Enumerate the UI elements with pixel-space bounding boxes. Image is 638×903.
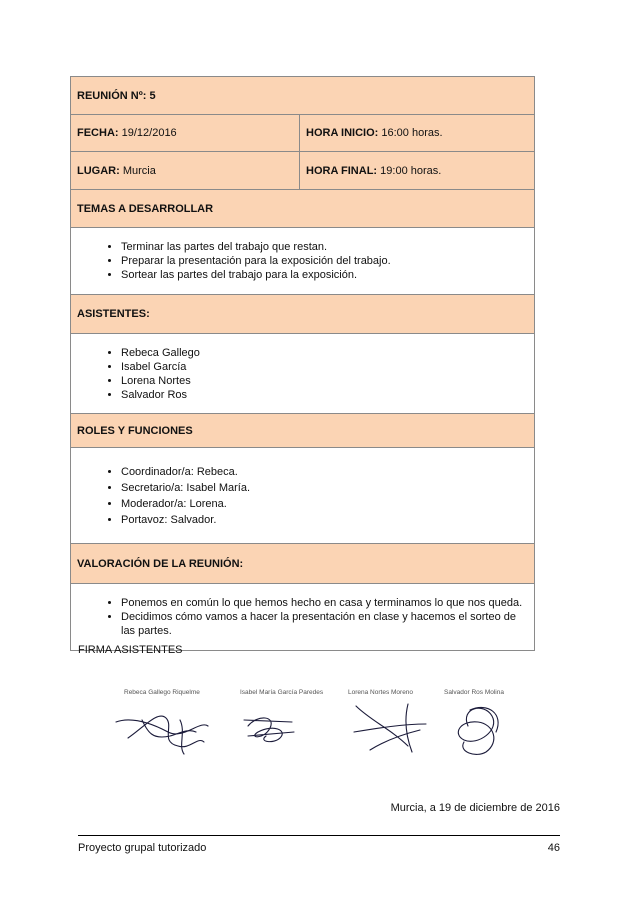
list-item: • Moderador/a: Lorena. — [121, 497, 528, 511]
list-item: • Ponemos en común lo que hemos hecho en casa y terminamos lo que nos queda. — [121, 596, 528, 610]
handwritten-signatures-icon — [108, 680, 538, 780]
roles-list — [77, 465, 528, 527]
date-value: 19/12/2016 — [121, 127, 177, 139]
attendees-list — [77, 346, 528, 402]
topics-list — [77, 240, 528, 282]
signatures-heading: FIRMA ASISTENTES — [78, 644, 183, 656]
list-item: • Lorena Nortes — [121, 374, 528, 388]
roles-heading: ROLES Y FUNCIONES — [77, 424, 193, 437]
footer-title: Proyecto grupal tutorizado — [78, 842, 207, 854]
meeting-number: REUNIÓN Nº: 5 — [77, 89, 156, 102]
roles-heading-cell — [71, 414, 535, 448]
topics-cell — [71, 228, 535, 295]
attendees-heading-cell — [71, 295, 535, 334]
assessment-heading: VALORACIÓN DE LA REUNIÓN: — [77, 557, 244, 570]
list-item: • Decidimos cómo vamos a hacer la presentación en clase y hacemos el sorteo de las partes. — [121, 610, 528, 638]
start-time-label: HORA INICIO: — [306, 127, 379, 139]
end-time-cell — [300, 152, 535, 190]
end-time-label: HORA FINAL: — [306, 164, 378, 177]
place-label: LUGAR: — [77, 164, 120, 177]
assessment-cell — [71, 584, 535, 651]
signature-name: Isabel María García Paredes — [240, 689, 324, 696]
end-time-value: 19:00 horas. — [380, 164, 442, 177]
place-date: Murcia, a 19 de diciembre de 2016 — [390, 802, 560, 814]
assessment-list — [77, 596, 528, 638]
list-item: • Salvador Ros — [121, 388, 528, 402]
date-cell — [71, 115, 300, 152]
list-item: • Secretario/a: Isabel María. — [121, 481, 528, 495]
date-label: FECHA: — [77, 127, 119, 139]
topics-heading: TEMAS A DESARROLLAR — [77, 202, 214, 215]
list-item: • Preparar la presentación para la exposición del trabajo. — [121, 254, 528, 268]
place-value: Murcia — [122, 164, 156, 177]
attendees-cell — [71, 334, 535, 414]
start-time-cell — [300, 115, 535, 152]
list-item: • Isabel García — [121, 360, 528, 374]
signature-name: Lorena Nortes Moreno — [348, 689, 414, 696]
signature-name: Rebeca Gallego Riquelme — [124, 689, 200, 696]
list-item: • Portavoz: Salvador. — [121, 513, 528, 527]
roles-cell — [71, 448, 535, 544]
topics-heading-cell — [71, 190, 535, 228]
list-item: • Terminar las partes del trabajo que restan. — [121, 240, 528, 254]
signature-name: Salvador Ros Molina — [444, 689, 504, 696]
signatures-area — [108, 680, 538, 780]
page-number: 46 — [547, 842, 560, 854]
meeting-minutes-table — [70, 76, 535, 651]
meeting-number-cell — [71, 77, 535, 115]
assessment-heading-cell — [71, 544, 535, 584]
list-item: • Sortear las partes del trabajo para la exposición. — [121, 268, 528, 282]
footer-divider — [78, 835, 560, 836]
attendees-heading: ASISTENTES: — [77, 308, 150, 320]
list-item: • Coordinador/a: Rebeca. — [121, 465, 528, 479]
start-time-value: 16:00 horas. — [381, 127, 443, 139]
list-item: • Rebeca Gallego — [121, 346, 528, 360]
place-cell — [71, 152, 300, 190]
